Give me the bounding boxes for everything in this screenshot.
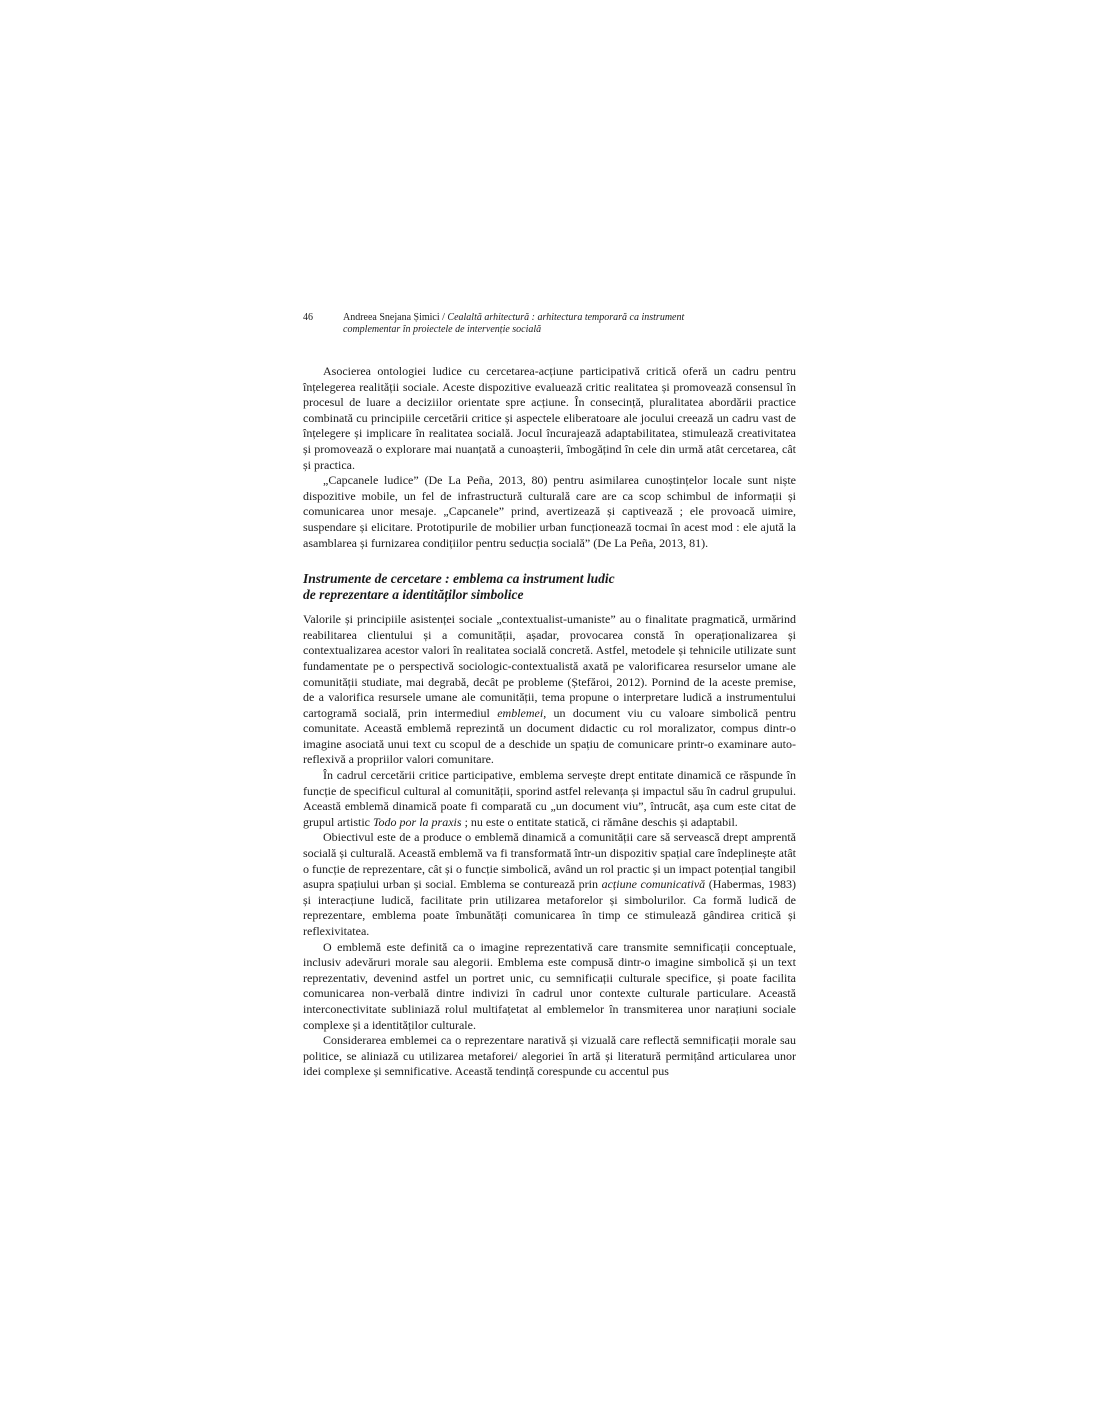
section-heading-line2: de reprezentare a identităților simbolice bbox=[303, 587, 524, 603]
emphasis-text: acțiune comunicativă bbox=[601, 877, 706, 892]
header-author: Andreea Snejana Șimici / bbox=[343, 312, 448, 323]
paragraph-text: Obiectivul este de a produce o emblemă dinamică a comunității care să servească drept amprentă socială și culturală. Această emblemă va fi transformată într-un dispozitiv spațial care îndeplinește atât o funcție de reprezentare, cât și o funcție simbolică, având un rol practic și un impact potențial tangibil asupra spațiului urban și social. Emblema se conturează prin bbox=[303, 830, 796, 892]
section-heading-line1: Instrumente de cercetare : emblema ca instrument ludic bbox=[303, 571, 615, 587]
emphasis-text: Todo por la praxis bbox=[372, 814, 462, 829]
section-heading bbox=[303, 571, 796, 603]
document-page bbox=[303, 312, 796, 1080]
paragraph-text: Valorile și principiile asistenței sociale „contextualist-umaniste” au o finalitate pragmatică, urmărind reabilitarea clientului și a comunității, așadar, provocarea constă în operaționalizarea și contextualizarea acestor valori în realitatea socială concretă. Astfel, metodele și tehnicile utilizate sunt fundamentate pe o perspectivă sociologic-contextualistă axată pe valorificarea resurselor umane ale comunității studiate, mai degrabă, decât pe probleme (Ștefăroi, 2012). Pornind de la aceste premise, de a valorifica resursele umane ale comunității, tema propune o interpretare ludică a instrumentului cartogramă socială, prin intermediul bbox=[303, 612, 796, 720]
header-title-line1: Cealaltă arhitectură : arhitectura temporară ca instrument bbox=[447, 312, 685, 323]
paragraph: „Capcanele ludice” (De La Peña, 2013, 80) pentru asimilarea cunoștințelor locale sunt niște dispozitive mobile, un fel de infrastructură culturală care are ca scop schimbul de informații și comunicarea unor mesaje. „Capcanele” prind, avertizează și captivează ; ele provoacă uimire, suspendare și elicitare. Prototipurile de mobilier urban funcționează tocmai în acest mod : ele ajută la asamblarea și furnizarea condițiilor pentru seducția socială” (De La Peña, 2013, 81). bbox=[303, 473, 796, 550]
paragraph-text: ; nu este o entitate statică, ci rămâne deschis și adaptabil. bbox=[461, 814, 738, 829]
page-number: 46 bbox=[303, 312, 313, 323]
running-header bbox=[303, 312, 796, 336]
paragraph-text: (Habermas, 1983) și interacțiune ludică, facilitate prin utilizarea metaforelor și simbolurilor. Ca formă ludică de reprezentare, emblema poate îmbunătăți comunicarea în timp ce stimulează gândirea critică și reflexivitatea. bbox=[303, 877, 796, 938]
paragraph: O emblemă este definită ca o imagine reprezentativă care transmite semnificații conceptuale, inclusiv adevăruri morale sau alegorii. Emblema este compusă dintr-o imagine simbolică și un text reprezentativ, devenind astfel un portret unic, cu semnificații culturale specifice, și poate facilita comunicarea non-verbală dintre indivizi în cadrul unor contexte culturale particulare. Această interconectivitate subliniază rolul multifațetat al emblemelor în transmiterea unor narațiuni sociale complexe și a identităților culturale. bbox=[303, 939, 796, 1032]
header-title-line2: complementar în proiectele de intervenție socială bbox=[343, 324, 542, 335]
body-text bbox=[303, 364, 796, 1080]
running-title bbox=[343, 312, 796, 336]
paragraph-text: În cadrul cercetării critice participative, emblema servește drept entitate dinamică ce răspunde în funcție de specificul cultural al comunității, sporind astfel relevanța și impactul său în cadrul grupului. Această emblemă dinamică poate fi comparată cu „un document viu”, întrucât, așa cum este citat de grupul artistic bbox=[303, 768, 796, 829]
paragraph bbox=[303, 768, 796, 830]
paragraph: Asocierea ontologiei ludice cu cercetarea-acțiune participativă critică oferă un cadru pentru înțelegerea realității sociale. Aceste dispozitive evaluează critic realitatea și promovează consensul în procesul de luare a deciziilor orientate spre acțiune. În consecință, pluralitatea abordării practice combinată cu principiile cercetării critice și aspectele eliberatoare ale jocului creează un cadru vast de înțelegere și implicare în realitatea socială. Jocul încurajează adaptabilitatea, stimulează creativitatea și promovează o explorare mai nuanțată a cunoașterii, îmbogățind în cele din urmă atât cercetarea, cât și practica. bbox=[303, 364, 796, 472]
paragraph: Considerarea emblemei ca o reprezentare narativă și vizuală care reflectă semnificații morale sau politice, se aliniază cu utilizarea metaforei/ alegoriei în artă și literatură permițând articularea unor idei complexe și semnificative. Această tendință corespunde cu accentul pus bbox=[303, 1033, 796, 1079]
paragraph bbox=[303, 612, 796, 768]
emphasis-text: emblemei bbox=[497, 705, 544, 720]
paragraph bbox=[303, 830, 796, 939]
paragraph-text: , un document viu cu valoare simbolică pentru comunitate. Această emblemă reprezintă un document didactic cu rol moralizator, compus dintr-o imagine asociată unui text cu scopul de a deschide un spațiu de comunicare printr-o examinare auto-reflexivă a propriilor valori comunitare. bbox=[303, 705, 796, 767]
